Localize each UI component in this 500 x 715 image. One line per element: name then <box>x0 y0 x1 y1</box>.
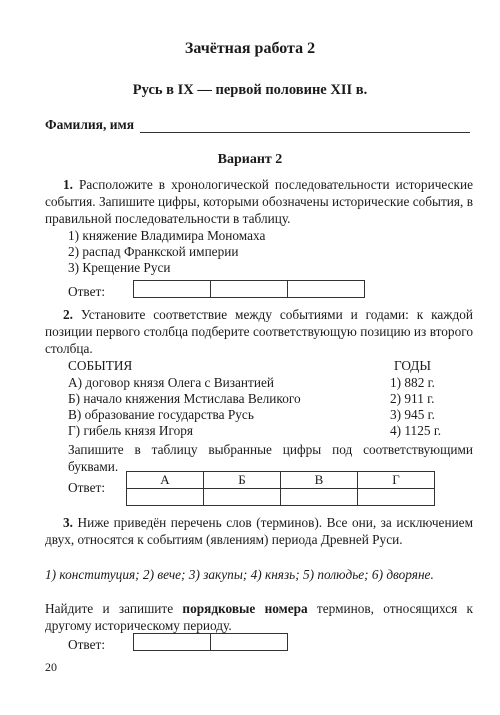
name-input-line[interactable] <box>140 118 470 133</box>
event-g: Г) гибель князя Игоря <box>68 423 194 438</box>
task3-answer-label: Ответ: <box>68 637 106 652</box>
task1-answer-cell-1[interactable] <box>134 281 211 298</box>
name-field-row <box>45 117 470 133</box>
letter-a-header: А <box>127 472 204 489</box>
answer-cell-g[interactable] <box>358 489 435 506</box>
task3-answer-cell-2[interactable] <box>211 634 288 651</box>
task3-instruction: Найдите и запишите порядковые номера терминов, относящихся к другому историческому периоду. <box>45 601 473 633</box>
task1-text: 1. Расположите в хронологической последовательности исторические события. Запишите цифры, которыми обозначены исторические события, в правильной последовательности в таблицу. <box>45 177 473 226</box>
task1-item-1: 1) княжение Владимира Мономаха <box>68 228 266 243</box>
years-column-header: ГОДЫ <box>394 358 431 373</box>
task1-answer-cell-2[interactable] <box>211 281 288 298</box>
task2-answer-label: Ответ: <box>68 480 106 495</box>
event-b: Б) начало княжения Мстислава Великого <box>68 391 301 406</box>
letter-v-header: В <box>281 472 358 489</box>
task1-item-3: 3) Крещение Руси <box>68 260 171 275</box>
page-title: Зачётная работа 2 <box>184 40 316 57</box>
task1-answer-cell-3[interactable] <box>288 281 365 298</box>
task1-number: 1. <box>63 177 73 192</box>
task1-answer-table <box>133 280 365 298</box>
letter-b-header: Б <box>204 472 281 489</box>
task3-answer-table <box>133 633 288 651</box>
task3-text: 3. Ниже приведён перечень слов (терминов). Все они, за исключением двух, относятся к событиям (явлениям) периода Древней Руси. <box>45 515 474 547</box>
year-1: 1) 882 г. <box>390 375 435 390</box>
answer-cell-v[interactable] <box>281 489 358 506</box>
task3-terms: 1) конституция; 2) вече; 3) закупы; 4) князь; 5) полюдье; 6) дворяне. <box>45 567 434 582</box>
task2-answer-table <box>126 471 435 506</box>
task3-number: 3. <box>63 515 73 530</box>
variant-heading: Вариант 2 <box>217 152 283 167</box>
task2-instruction: Запишите в таблицу выбранные цифры под соответствующими буквами. <box>68 442 473 474</box>
task3-answer-cell-1[interactable] <box>134 634 211 651</box>
page-number: 20 <box>45 660 57 674</box>
events-column-header: СОБЫТИЯ <box>68 358 133 373</box>
page-subtitle: Русь в IX — первой половине XII в. <box>132 82 368 98</box>
year-3: 3) 945 г. <box>390 407 435 422</box>
event-v: В) образование государства Русь <box>68 407 254 422</box>
task2-text: 2. Установите соответствие между событиями и годами: к каждой позиции первого столбца подберите соответствующую позицию из второго столбца. <box>45 307 473 356</box>
year-2: 2) 911 г. <box>390 391 435 406</box>
answer-cell-b[interactable] <box>204 489 281 506</box>
task2-number: 2. <box>63 307 73 322</box>
task3-instruction-emphasis: порядковые номера <box>182 601 308 616</box>
event-a: А) договор князя Олега с Византией <box>68 375 274 390</box>
year-4: 4) 1125 г. <box>390 423 442 438</box>
task1-item-2: 2) распад Франкской империи <box>68 244 239 259</box>
answer-cell-a[interactable] <box>127 489 204 506</box>
task1-answer-label: Ответ: <box>68 284 106 299</box>
letter-g-header: Г <box>358 472 435 489</box>
name-label: Фамилия, имя <box>45 117 135 132</box>
